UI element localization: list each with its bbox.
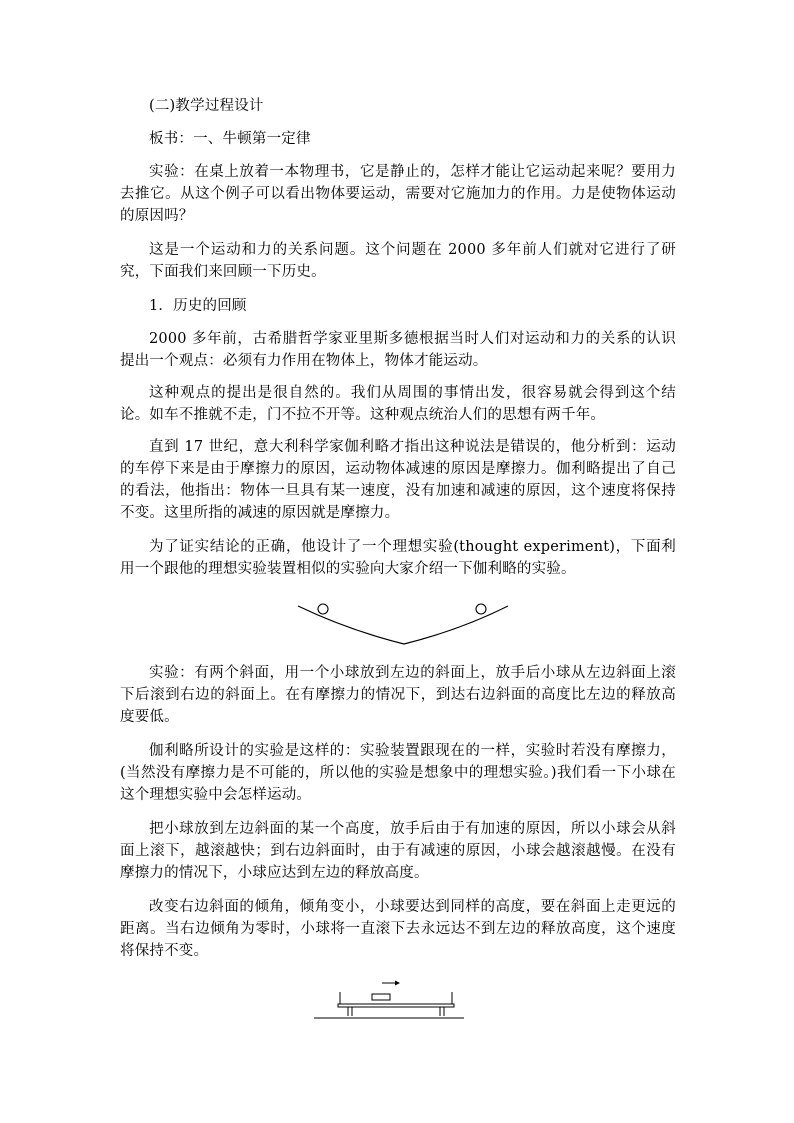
paragraph-two-inclines: 实验：有两个斜面，用一个小球放到左边的斜面上，放手后小球从左边斜面上滚下后滚到右边的斜面上。在有摩擦力的情况下，到达右边斜面的高度比左边的释放高度要低。 xyxy=(120,665,676,725)
paragraph-thought-experiment: 为了证实结论的正确，他设计了一个理想实验(thought experiment)，下面利用一个跟他的理想实验装置相似的实验向大家介绍一下伽利略的实验。 xyxy=(120,539,676,577)
table-top xyxy=(340,992,452,1004)
cart-on-table-figure xyxy=(312,976,466,1024)
paragraph-galileo: 直到 17 世纪，意大利科学家伽利略才指出这种说法是错误的，他分析到：运动的车停下来是由于摩擦力的原因，运动物体减速的原因是摩擦力。伽利略提出了自己的看法，他指出：物体一旦具有某一速度，没有加速和减速的原因，这个速度将保持不变。这里所指的减速的原因就是摩擦力。 xyxy=(120,439,676,521)
paragraph-natural-view: 这种观点的提出是很自然的。我们从周围的事情出发，很容易就会得到这个结论。如车不推就不走，门不拉不开等。这种观点统治人们的思想有两千年。 xyxy=(120,385,676,423)
paragraph-galileo-design: 伽利略所设计的实验是这样的：实验装置跟现在的一样，实验时若没有摩擦力，(当然没有摩擦力是不可能的，所以他的实验是想象中的理想实验。)我们看一下小球在这个理想实验中会怎样运动。 xyxy=(120,743,676,803)
inclined-planes-figure xyxy=(296,598,512,650)
table-slab xyxy=(338,1004,454,1007)
subheading-history: 1．历史的回顾 xyxy=(149,298,247,314)
arrow-head-icon xyxy=(395,981,400,986)
paragraph-change-angle: 改变右边斜面的倾角，倾角变小，小球要达到同样的高度，要在斜面上走更远的距离。当右边倾角为零时，小球将一直滚下去永远达不到左边的释放高度，这个速度将保持不变。 xyxy=(120,899,676,959)
left-ball xyxy=(318,604,328,614)
paragraph-experiment-book: 实验：在桌上放着一本物理书，它是静止的，怎样才能让它运动起来呢？要用力去推它。从这个例子可以看出物体要运动，需要对它施加力的作用。力是使物体运动的原因吗？ xyxy=(120,164,676,224)
right-ball xyxy=(476,604,486,614)
cart-block xyxy=(372,994,390,1000)
paragraph-motion-force-question: 这是一个运动和力的关系问题。这个问题在 2000 多年前人们就对它进行了研究，下面我们来回顾一下历史。 xyxy=(120,242,676,280)
paragraph-ball-release: 把小球放到左边斜面的某一个高度，放手后由于有加速的原因，所以小球会从斜面上滚下，越滚越快；到右边斜面时，由于有减速的原因，小球会越滚越慢。在没有摩擦力的情况下，小球应达到左边的释放高度。 xyxy=(120,821,676,881)
paragraph-aristotle: 2000 多年前，古希腊哲学家亚里斯多德根据当时人们对运动和力的关系的认识提出一个观点：必须有力作用在物体上，物体才能运动。 xyxy=(120,331,676,369)
table-legs xyxy=(348,1007,444,1016)
section-heading: (二)教学过程设计 xyxy=(149,98,264,114)
board-title: 板书：一、牛顿第一定律 xyxy=(149,131,311,147)
